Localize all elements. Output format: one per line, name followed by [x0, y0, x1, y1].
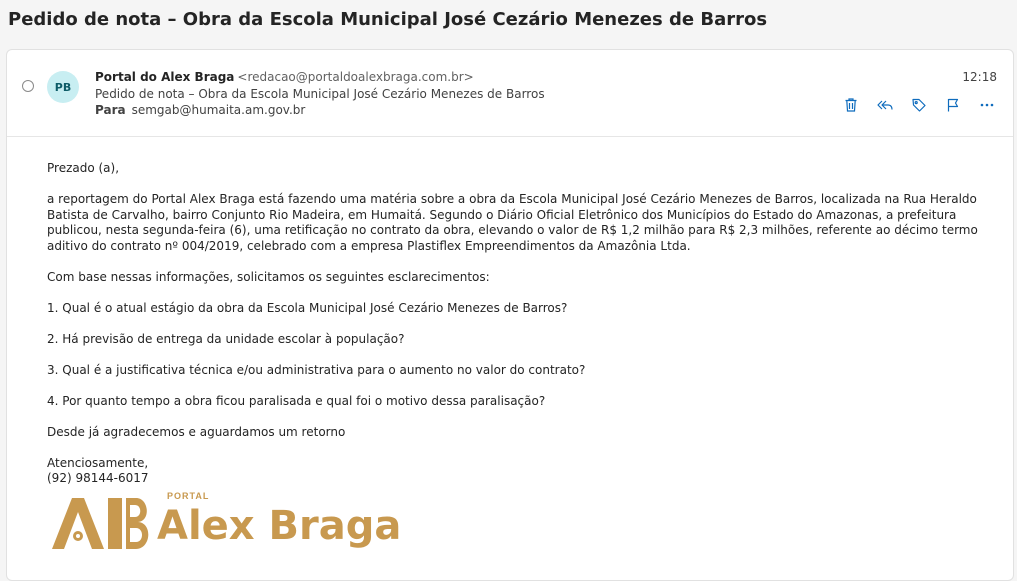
- select-message-radio[interactable]: [22, 80, 34, 92]
- question-item: 3. Qual é a justificativa técnica e/ou administrativa para o aumento no valor do contrato?: [47, 362, 586, 377]
- delete-button[interactable]: [839, 94, 863, 116]
- request-paragraph: Com base nessas informações, solicitamos os seguintes esclarecimentos:: [47, 269, 490, 284]
- message-time: 12:18: [962, 70, 997, 84]
- message-subject: Pedido de nota – Obra da Escola Municipal José Cezário Menezes de Barros: [95, 87, 545, 101]
- message-card: [6, 49, 1014, 581]
- greeting: Prezado (a),: [47, 161, 120, 175]
- more-actions-button[interactable]: [975, 94, 999, 116]
- question-item: 2. Há previsão de entrega da unidade escolar à população?: [47, 331, 405, 346]
- question-item: 4. Por quanto tempo a obra ficou paralisada e qual foi o motivo dessa paralisação?: [47, 393, 546, 408]
- signoff: Atenciosamente,: [47, 455, 149, 470]
- page-title: Pedido de nota – Obra da Escola Municipal José Cezário Menezes de Barros: [8, 9, 768, 30]
- logo-small-text: PORTAL: [167, 491, 210, 501]
- categorize-button[interactable]: [907, 94, 931, 116]
- avatar[interactable]: PB: [47, 71, 79, 103]
- flag-icon: [945, 97, 961, 113]
- logo-big-text: Alex Braga: [157, 503, 402, 549]
- sender-name[interactable]: Portal do Alex Braga: [95, 70, 235, 84]
- closing-paragraph: Desde já agradecemos e aguardamos um retorno: [47, 424, 346, 439]
- message-body: [47, 161, 987, 487]
- tag-icon: [911, 97, 927, 113]
- more-icon: [979, 97, 995, 113]
- phone-number: (92) 98144-6017: [47, 471, 149, 485]
- sender-line: [95, 70, 474, 84]
- intro-paragraph: a reportagem do Portal Alex Braga está fazendo uma matéria sobre a obra da Escola Municipal José Cezário Menezes de Barros, localizada na Rua Heraldo Batista de Carvalho, bairro Conjunto Rio Madeira, em Humaitá. Segundo o Diário Oficial Eletrônico dos Municípios do Estado do Amazonas, a prefeitura publicou, nesta segunda-feira (6), uma retificação no contrato da obra, elevando o valor de R$ 1,2 milhão para R$ 2,3 milhões, referente ao décimo termo aditivo do contrato nº 004/2019, celebrado com a empresa Plastiflex Empreendimentos da Amazônia Ltda.: [47, 192, 978, 253]
- flag-button[interactable]: [941, 94, 965, 116]
- reply-all-button[interactable]: [873, 94, 897, 116]
- message-actions: [839, 94, 999, 116]
- recipient-line: [95, 103, 305, 117]
- question-item: 1. Qual é o atual estágio da obra da Escola Municipal José Cezário Menezes de Barros?: [47, 300, 568, 315]
- sender-email: <redacao@portaldoalexbraga.com.br>: [237, 70, 474, 84]
- portal-alex-braga-logo: [50, 490, 410, 554]
- to-label: Para: [95, 103, 126, 117]
- message-header: [7, 50, 1013, 137]
- recipient-address[interactable]: semgab@humaita.am.gov.br: [131, 103, 306, 117]
- trash-icon: [843, 97, 859, 113]
- reply-all-icon: [876, 97, 894, 113]
